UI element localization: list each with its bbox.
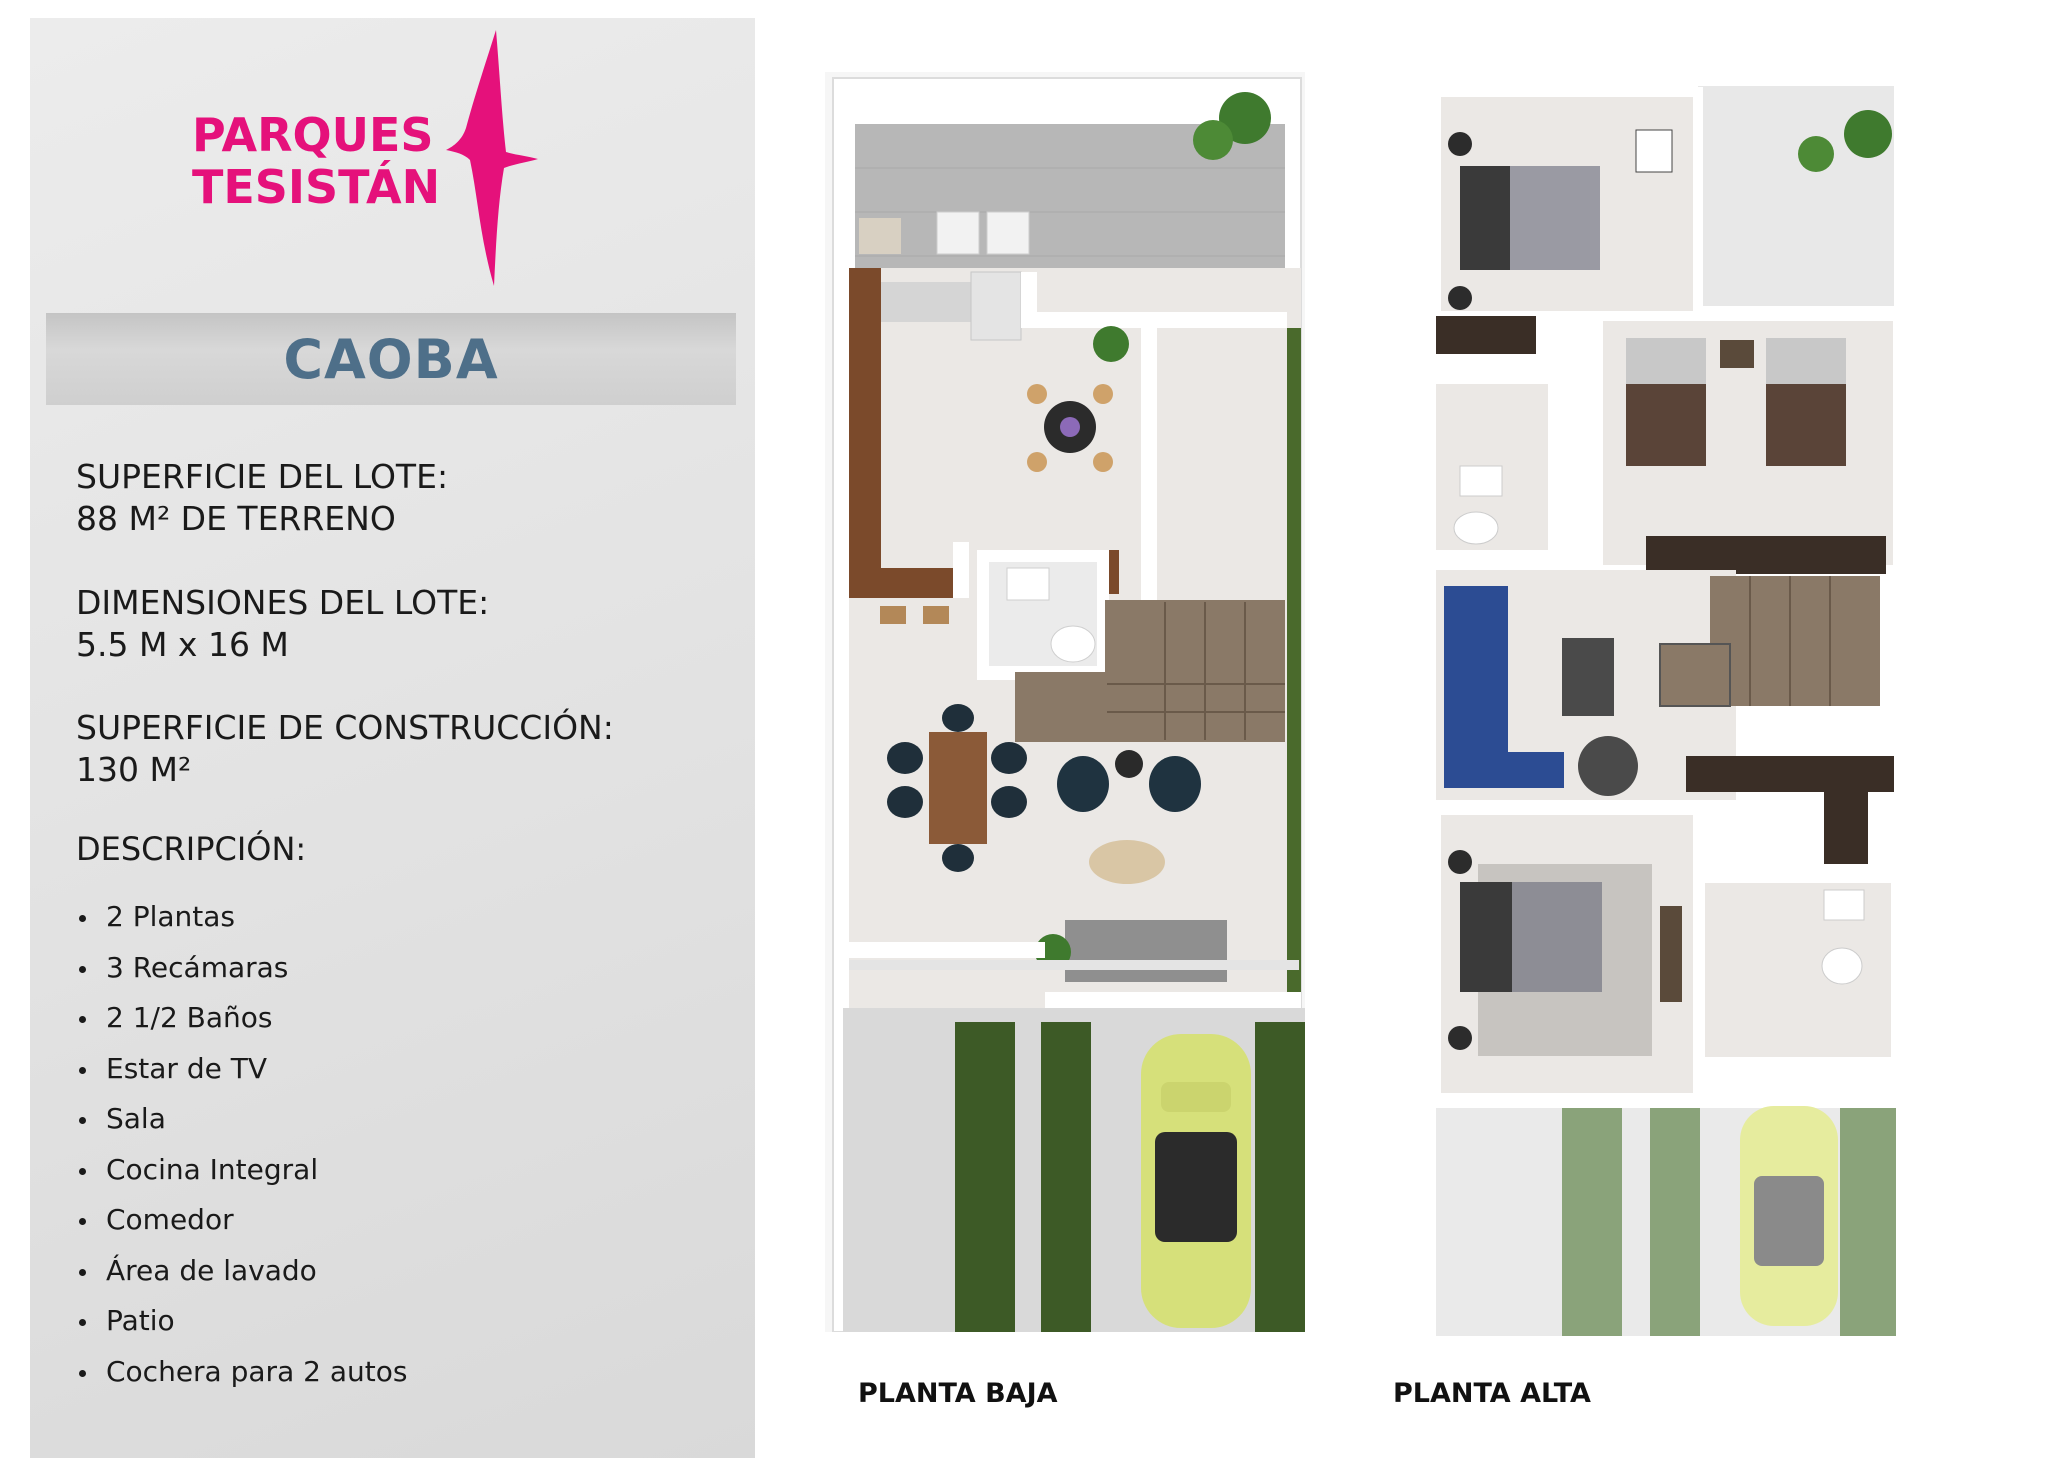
brand-line-2: TESISTÁN <box>192 160 441 214</box>
dining-table <box>929 732 987 844</box>
list-item: 3 Recámaras <box>76 943 407 994</box>
dryer <box>987 212 1029 254</box>
bird-logo-icon <box>444 28 540 290</box>
model-title-band <box>46 313 736 405</box>
ground-floor-label: PLANTA BAJA <box>858 1378 1058 1409</box>
sink-icon <box>1460 466 1502 496</box>
plant-icon <box>1193 120 1233 160</box>
list-item: Patio <box>76 1296 407 1347</box>
plant-icon <box>1844 110 1892 158</box>
sofa-blue <box>1444 586 1508 776</box>
bathroom-2 <box>1700 878 1896 1062</box>
fridge <box>971 272 1021 340</box>
kitchen-counter <box>849 268 881 598</box>
list-item: 2 1/2 Baños <box>76 993 407 1044</box>
list-item: Área de lavado <box>76 1246 407 1297</box>
stairs <box>1710 576 1880 706</box>
model-name: CAOBA <box>283 327 499 391</box>
brand-wordmark <box>192 108 441 214</box>
closet <box>1436 316 1536 354</box>
info-panel <box>30 18 755 1458</box>
spec-value: 88 M² DE TERRENO <box>76 499 396 538</box>
sofa <box>1065 920 1227 982</box>
plant-icon <box>1798 136 1834 172</box>
sink-icon <box>1007 568 1049 600</box>
toilet-icon <box>1454 512 1498 544</box>
stairs <box>1105 600 1285 742</box>
sink-icon <box>1824 890 1864 920</box>
armchair <box>1057 756 1109 812</box>
spec-label: SUPERFICIE DEL LOTE: <box>76 457 449 496</box>
spec-label: SUPERFICIE DE CONSTRUCCIÓN: <box>76 708 614 747</box>
toilet-icon <box>1051 626 1095 662</box>
list-item: Cocina Integral <box>76 1145 407 1196</box>
feature-list <box>76 892 407 1397</box>
spec-lot-area <box>76 456 448 540</box>
description-heading: DESCRIPCIÓN: <box>76 830 307 868</box>
spec-value: 5.5 M x 16 M <box>76 625 289 664</box>
spec-lot-dimensions <box>76 582 489 666</box>
list-item: Estar de TV <box>76 1044 407 1095</box>
armchair <box>1149 756 1201 812</box>
upper-floor-label: PLANTA ALTA <box>1393 1378 1591 1409</box>
plant-icon <box>1093 326 1129 362</box>
spec-value: 130 M² <box>76 750 192 789</box>
garden-strip <box>1287 328 1301 1088</box>
ground-floor-plan <box>825 72 1305 1332</box>
brand-logo <box>192 24 542 294</box>
upper-floor-plan <box>1420 76 1910 1336</box>
spec-construction-area <box>76 707 614 791</box>
list-item: Comedor <box>76 1195 407 1246</box>
list-item: Cochera para 2 autos <box>76 1347 407 1398</box>
washer <box>937 212 979 254</box>
spec-label: DIMENSIONES DEL LOTE: <box>76 583 490 622</box>
closet <box>1646 536 1886 574</box>
coffee-table <box>1089 840 1165 884</box>
toilet-icon <box>1822 948 1862 984</box>
list-item: 2 Plantas <box>76 892 407 943</box>
list-item: Sala <box>76 1094 407 1145</box>
brand-line-1: PARQUES <box>192 108 434 162</box>
armchair <box>1578 736 1638 796</box>
